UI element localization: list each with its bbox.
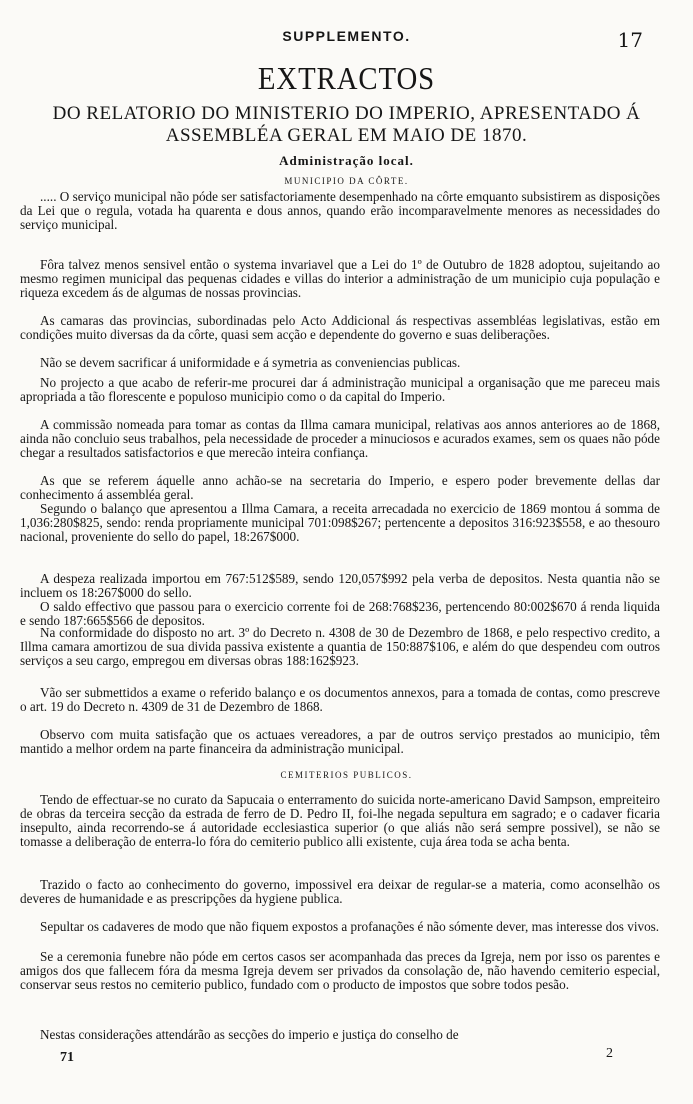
paragraph: Nestas considerações attendárão as secções do imperio e justiça do conselho de [40, 1027, 459, 1042]
paragraph: As que se referem áquelle anno achão-se na secretaria do Imperio, e espero poder brevemente dellas dar conhecimento á assembléa geral. [20, 473, 660, 502]
paragraph: Sepultar os cadaveres de modo que não fiquem expostos a profanações é não sómente dever, mas interesse dos vivos. [40, 919, 660, 934]
paragraph: Trazido o facto ao conhecimento do governo, impossivel era deixar de regular-se a materia, como aconselhão os deveres de humanidade e as prescripções da hygiene publica. [20, 877, 660, 906]
paragraph: Vão ser submettidos a exame o referido balanço e os documentos annexos, para a tomada de contas, como prescreve o art. 19 do Decreto n. 4309 de 31 de Dezembro de 1868. [20, 685, 660, 714]
paragraph: Se a ceremonia funebre não póde em certos casos ser acompanhada das preces da Igreja, nem por isso os parentes e amigos dos que fallecem fóra da mesma Igreja devem ser privados da consolação de, não havendo cemiterio especial, conservar seus restos no cemiterio publico, fundado com o producto de impostos que sobre todos pesão. [20, 949, 660, 992]
paragraph: No projecto a que acabo de referir-me procurei dar á administração municipal a organisação que me pareceu mais apropriada a tão florescente e populoso municipio como o da capital do Imperio. [20, 375, 660, 404]
article-title: EXTRACTOS [257, 60, 436, 96]
running-header [0, 28, 693, 50]
page-number: 17 [617, 28, 643, 52]
paragraph: ..... O serviço municipal não póde ser satisfactoriamente desempenhado na côrte emquanto subsistirem as disposições da Lei que o regula, votada ha quarenta e dous annos, quando erão incomparavelmente menores as necessidades do serviço municipal. [20, 189, 661, 232]
subsection-heading-cemiterios: CEMITERIOS PUBLICOS. [280, 770, 413, 780]
article-subtitle-line2: ASSEMBLÉA GERAL EM MAIO DE 1870. [165, 125, 528, 146]
paragraph: Observo com muita satisfação que os actuaes vereadores, a par de outros serviço prestados ao municipio, têm mantido a melhor ordem na parte financeira da administração municipal. [20, 727, 660, 756]
article-subtitle-line1: DO RELATORIO DO MINISTERIO DO IMPERIO, APRESENTADO Á [52, 103, 641, 124]
section-heading: Administração local. [279, 153, 414, 168]
running-title: SUPPLEMENTO. [282, 28, 411, 44]
paragraph: Não se devem sacrificar á uniformidade e á symetria as conveniencias publicas. [40, 355, 461, 370]
paragraph: O saldo effectivo que passou para o exercicio corrente foi de 268:768$236, pertencendo 80:002$670 á renda liquida e sendo 187:665$566 de depositos. [20, 599, 660, 628]
paragraph: Fôra talvez menos sensivel então o systema invariavel que a Lei do 1º de Outubro de 1828 adoptou, sujeitando ao mesmo regimen municipal das pequenas cidades e villas do interior a administração de um municipio cuja população e riqueza excedem ás de algumas de nossas provincias. [20, 257, 660, 300]
subsection-heading-municipio: MUNICIPIO DA CÔRTE. [284, 176, 409, 186]
paragraph: As camaras das provincias, subordinadas pelo Acto Addicional ás respectivas assembléas legislativas, estão em condições muito diversas da da côrte, quasi sem acção e dependente do governo e suas deliberações. [20, 313, 660, 342]
paragraph: Na conformidade do disposto no art. 3º do Decreto n. 4308 de 30 de Dezembro de 1868, e pelo respectivo credito, a Illma camara amortizou de sua divida passiva existente a quantia de 150:887$106, e além do que despendeu com outros serviços a seu cargo, empregou em diversas obras 188:162$923. [20, 625, 660, 668]
footer-sheet-number: 2 [606, 1046, 613, 1061]
paragraph: A commissão nomeada para tomar as contas da Illma camara municipal, relativas aos annos anteriores ao de 1868, ainda não concluio seus trabalhos, pela necessidade de proceder a minuciosos e acurados exames, sem os quaes não póde chegar a resultados satisfactorios e que merecão inteira confiança. [20, 417, 660, 460]
paragraph: A despeza realizada importou em 767:512$589, sendo 120,057$992 pela verba de depositos. Nesta quantia não se incluem os 18:267$000 do sello. [20, 571, 660, 600]
paragraph: Segundo o balanço que apresentou a Illma Camara, a receita arrecadada no exercicio de 1869 montou á somma de 1,036:280$825, sendo: renda propriamente municipal 701:098$267; pertencente a depositos 316:923$558, e ao thesouro nacional, proveniente do sello do papel, 18:267$000. [20, 501, 660, 544]
footer-signature-mark: 71 [60, 1050, 74, 1065]
paragraph: Tendo de effectuar-se no curato da Sapucaia o enterramento do suicida norte-americano David Sampson, empreiteiro de obras da terceira secção da estrada de ferro de D. Pedro II, foi-lhe negada sepultura em sagrado; e o cadaver ficaria insepulto, ainda recorrendo-se á autoridade ecclesiastica superior (o que aliás não será sempre possivel), se não se tomasse a deliberação de enterra-lo fóra do cemiterio publico alli existente, cuja área toda se acha benta. [20, 792, 660, 849]
